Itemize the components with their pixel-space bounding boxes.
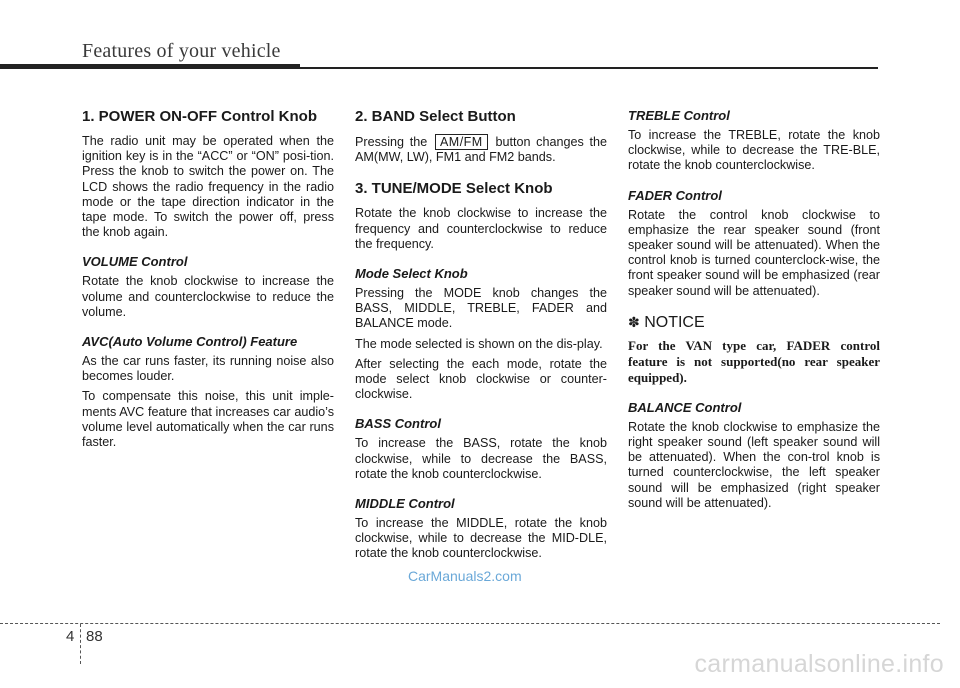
paragraph-mode-2: The mode selected is shown on the dis-play. <box>355 336 603 351</box>
column-2 <box>355 108 607 567</box>
column-3 <box>628 108 880 516</box>
paragraph-balance: Rotate the knob clockwise to emphasize the right speaker sound (left speaker sound will be attenuated). When the con-trol knob is turned counterclockwise, the left speaker sound will be emphasized (right speaker sound will be attenuated). <box>628 419 880 510</box>
footer-vertical-rule <box>80 624 81 664</box>
heading-middle-control: MIDDLE Control <box>355 496 455 512</box>
heading-avc: AVC(Auto Volume Control) Feature <box>82 334 298 350</box>
page-number: 88 <box>86 628 103 645</box>
paragraph-treble: To increase the TREBLE, rotate the knob clockwise, while to decrease the TRE-BLE, rotate the knob counterclockwise. <box>628 128 880 173</box>
page-header-title: Features of your vehicle <box>82 40 281 62</box>
notice-heading <box>628 313 880 332</box>
column-1 <box>82 108 334 455</box>
heading-treble-control: TREBLE Control <box>628 108 730 123</box>
site-watermark: carmanualsonline.info <box>694 650 944 678</box>
paragraph-mode-3: After selecting the each mode, rotate the mode select knob clockwise or counter-clockwise. <box>355 356 607 402</box>
heading-band-select: 2. BAND Select Button <box>355 108 516 125</box>
paragraph-avc-1: As the car runs faster, its running noise also becomes louder. <box>82 354 334 384</box>
paragraph-tune: Rotate the knob clockwise to increase the frequency and counterclockwise to reduce the frequency. <box>355 206 607 251</box>
notice-star-icon: ✽ <box>628 313 640 330</box>
paragraph-avc-2: To compensate this noise, this unit imple-ments AVC feature that increases car audio’s volume level automatically when the car runs faster. <box>82 389 334 450</box>
heading-tune-mode: 3. TUNE/MODE Select Knob <box>355 180 553 198</box>
band-text-post: button changes the AM(MW, LW), FM1 and FM2 bands. <box>355 135 607 165</box>
paragraph-bass: To increase the BASS, rotate the knob clockwise, while to decrease the BASS, rotate the knob counterclockwise. <box>355 436 607 481</box>
heading-mode-select: Mode Select Knob <box>355 266 468 282</box>
heading-fader-control: FADER Control <box>628 187 722 203</box>
header-rule-thick <box>0 64 300 69</box>
heading-power-control: 1. POWER ON-OFF Control Knob <box>82 108 317 125</box>
band-text-pre: Pressing the <box>355 135 428 149</box>
paragraph-middle: To increase the MIDDLE, rotate the knob clockwise, while to decrease the MID-DLE, rotate the knob counterclockwise. <box>355 516 607 561</box>
paragraph-power: The radio unit may be operated when the ignition key is in the “ACC” or “ON” posi-tion. Press the knob to switch the power on. The LCD shows the radio frequency in the radio mode or the tape direction indicator in the tape mode. To switch the power off, press the knob again. <box>82 134 334 240</box>
paragraph-volume: Rotate the knob clockwise to increase the volume and counterclockwise to reduce the volume. <box>82 274 334 319</box>
paragraph-band <box>355 134 607 165</box>
paragraph-fader: Rotate the control knob clockwise to emphasize the rear speaker sound (front speaker sound will be attenuated). When the control knob is turned counterclock-wise, the front speaker sound will be emphasized (rear speaker sound will be attenuated). <box>628 207 880 298</box>
am-fm-button-label: AM/FM <box>435 134 488 150</box>
carmanuals-watermark: CarManuals2.com <box>408 568 522 584</box>
header-rule-thin <box>300 67 878 69</box>
heading-balance-control: BALANCE Control <box>628 399 742 415</box>
heading-volume-control: VOLUME Control <box>82 254 188 270</box>
page-chapter-number: 4 <box>66 628 75 645</box>
footer-dashed-rule <box>0 623 940 624</box>
heading-bass-control: BASS Control <box>355 416 441 432</box>
paragraph-mode-1: Pressing the MODE knob changes the BASS, MIDDLE, TREBLE, FADER and BALANCE mode. <box>355 286 607 331</box>
notice-text: For the VAN type car, FADER control feature is not supported(no rear speaker equipped). <box>628 337 880 385</box>
notice-label: NOTICE <box>644 313 705 331</box>
